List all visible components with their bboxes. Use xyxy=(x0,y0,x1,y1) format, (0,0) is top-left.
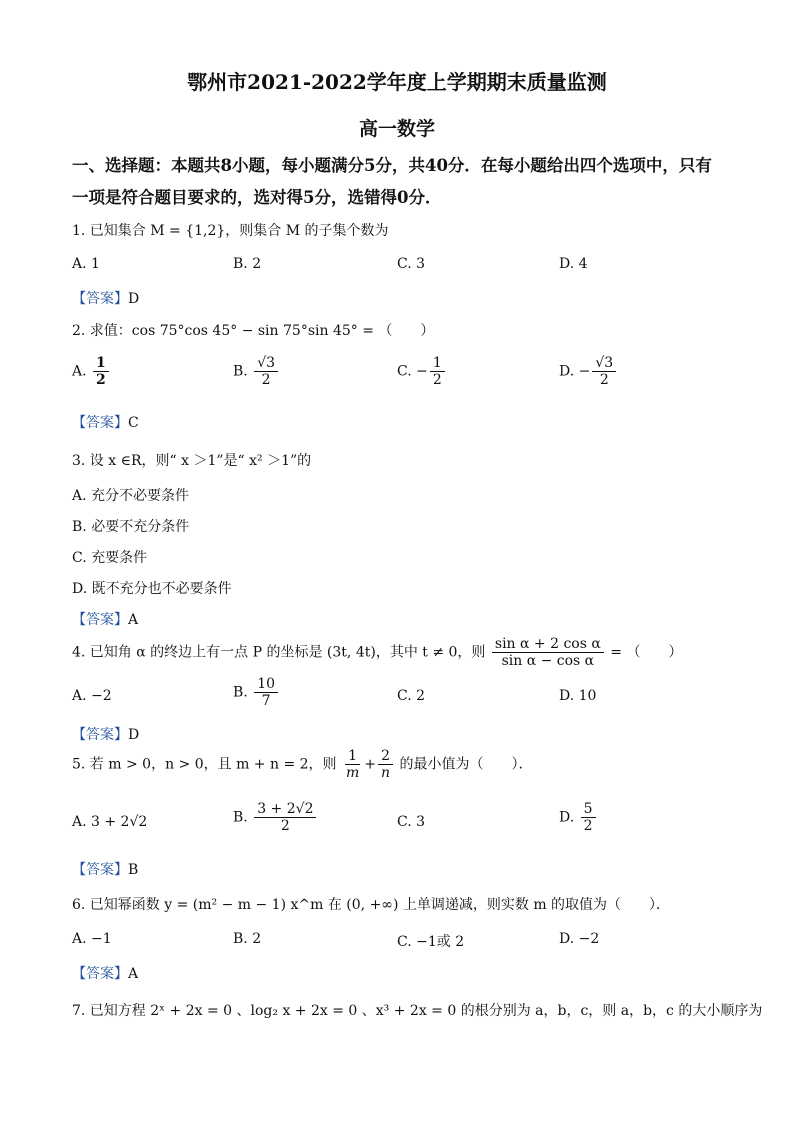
fraction-1-over-m: $\frac{1}{m}$ xyxy=(346,748,360,782)
answer-tag: 【答案】 xyxy=(72,862,128,878)
question-2-option-c: C. − $\frac{1}{2}$ xyxy=(397,355,447,388)
question-5-option-c: C. 3 xyxy=(397,814,426,830)
answer-value: D xyxy=(128,291,140,307)
question-2-answer xyxy=(72,412,139,432)
question-1-option-d: D. 4 xyxy=(559,256,588,272)
fraction-5-over-2: $\frac{5}{2}$ xyxy=(581,801,596,834)
option-label: B. xyxy=(233,809,248,826)
section-heading-line1: 一、选择题：本题共8小题，每小题满分5分，共40分．在每小题给出四个选项中，只有 xyxy=(72,156,712,175)
question-1-option-c: C. 3 xyxy=(397,256,426,272)
fraction-sqrt3-over-2: $\frac{√3}{2}$ xyxy=(254,355,278,388)
question-2-option-a xyxy=(72,355,111,388)
question-2-option-d: D. − $\frac{√3}{2}$ xyxy=(559,355,618,388)
option-label: C. xyxy=(397,363,412,380)
question-4-option-c: C. 2 xyxy=(397,688,426,704)
option-label: B. xyxy=(233,363,248,380)
question-3-option-b: B. 必要不充分条件 xyxy=(72,519,190,535)
question-6-option-c: C. −1或 2 xyxy=(397,934,465,950)
option-label: B. xyxy=(233,684,248,701)
answer-tag: 【答案】 xyxy=(72,966,128,982)
stem-fraction xyxy=(492,636,604,669)
answer-value: A xyxy=(128,612,139,628)
question-5-option-d xyxy=(559,801,598,834)
option-label: A. xyxy=(72,363,87,380)
stem-text: 5. 若 m > 0，n > 0，且 m + n = 2，则 xyxy=(72,756,337,773)
fraction-denominator: sin α − cos α xyxy=(501,653,595,670)
question-4-stem xyxy=(72,636,682,669)
fraction-10-over-7: $\frac{10}{7}$ xyxy=(254,676,278,709)
question-4-option-a: A. −2 xyxy=(72,688,112,704)
fraction-3plus2sqrt2-over-2: $\frac{3 + 2√2}{2}$ xyxy=(254,801,316,834)
question-3-option-a: A. 充分不必要条件 xyxy=(72,488,190,504)
answer-tag: 【答案】 xyxy=(72,727,128,743)
fraction-half: $\frac{1}{2}$ xyxy=(430,355,445,388)
question-6-option-a: A. −1 xyxy=(72,931,112,947)
answer-tag: 【答案】 xyxy=(72,291,128,307)
stem-text: 的最小值为（ ）． xyxy=(399,756,533,773)
question-1-answer xyxy=(72,288,139,308)
stem-text: 4. 已知角 α 的终边上有一点 P 的坐标是 (3t, 4t)，其中 t ≠ 0，则 xyxy=(72,644,486,661)
question-6-stem: 6. 已知幂函数 y = (m² − m − 1) x^m 在 (0, +∞) 上单调递减，则实数 m 的取值为（ ）． xyxy=(72,897,671,913)
question-3-option-d: D. 既不充分也不必要条件 xyxy=(72,581,232,597)
answer-tag: 【答案】 xyxy=(72,415,128,431)
answer-value: B xyxy=(128,862,139,878)
fraction-2-over-n: $\frac{2}{n}$ xyxy=(378,748,393,781)
question-1-option-b: B. 2 xyxy=(233,256,262,272)
section-heading-line2: 一项是符合题目要求的，选对得5分，选错得0分． xyxy=(72,188,442,207)
stem-text: = （ ） xyxy=(610,644,683,661)
question-4-option-d: D. 10 xyxy=(559,688,597,704)
question-2-option-b xyxy=(233,355,280,388)
page-title: 鄂州市2021-2022学年度上学期期末质量监测 xyxy=(187,70,607,94)
question-6-answer xyxy=(72,963,138,983)
question-3-option-c: C. 充要条件 xyxy=(72,550,148,566)
answer-tag: 【答案】 xyxy=(72,612,128,628)
option-label: D. xyxy=(559,363,575,380)
question-5-option-a: A. 3 + 2√2 xyxy=(72,814,148,830)
question-3-answer xyxy=(72,609,138,629)
question-3-stem: 3. 设 x ∈R，则“ x ＞1”是“ x² ＞1”的 xyxy=(72,453,312,469)
question-6-option-b: B. 2 xyxy=(233,931,262,947)
answer-value: A xyxy=(128,966,139,982)
question-5-option-b xyxy=(233,801,318,834)
question-6-option-d: D. −2 xyxy=(559,931,600,947)
question-4-answer xyxy=(72,724,139,744)
fraction-sqrt3-over-2: $\frac{√3}{2}$ xyxy=(592,355,616,388)
question-4-option-b xyxy=(233,676,280,709)
answer-value: C xyxy=(128,415,139,431)
question-1-stem: 1. 已知集合 M = {1,2}，则集合 M 的子集个数为 xyxy=(72,223,389,239)
question-2-stem: 2. 求值：cos 75°cos 45° − sin 75°sin 45° = （ ） xyxy=(72,323,435,339)
fraction-numerator: sin α + 2 cos α xyxy=(492,636,604,653)
fraction-half: $\frac{1}{2}$ xyxy=(93,355,109,388)
question-5-stem: 5. 若 m > 0，n > 0，且 m + n = 2，则 $\frac{1}{m}$ + $\frac{2}{n}$ 的最小值为（ ）． xyxy=(72,748,533,782)
page-subtitle: 高一数学 xyxy=(358,118,435,140)
question-7-stem: 7. 已知方程 2ˣ + 2x = 0 、log₂ x + 2x = 0 、x³ + 2x = 0 的根分别为 a，b，c，则 a，b，c 的大小顺序为 xyxy=(72,1003,763,1019)
answer-value: D xyxy=(128,727,140,743)
question-5-answer xyxy=(72,859,138,879)
question-1-option-a: A. 1 xyxy=(72,256,100,272)
option-label: D. xyxy=(559,809,575,826)
